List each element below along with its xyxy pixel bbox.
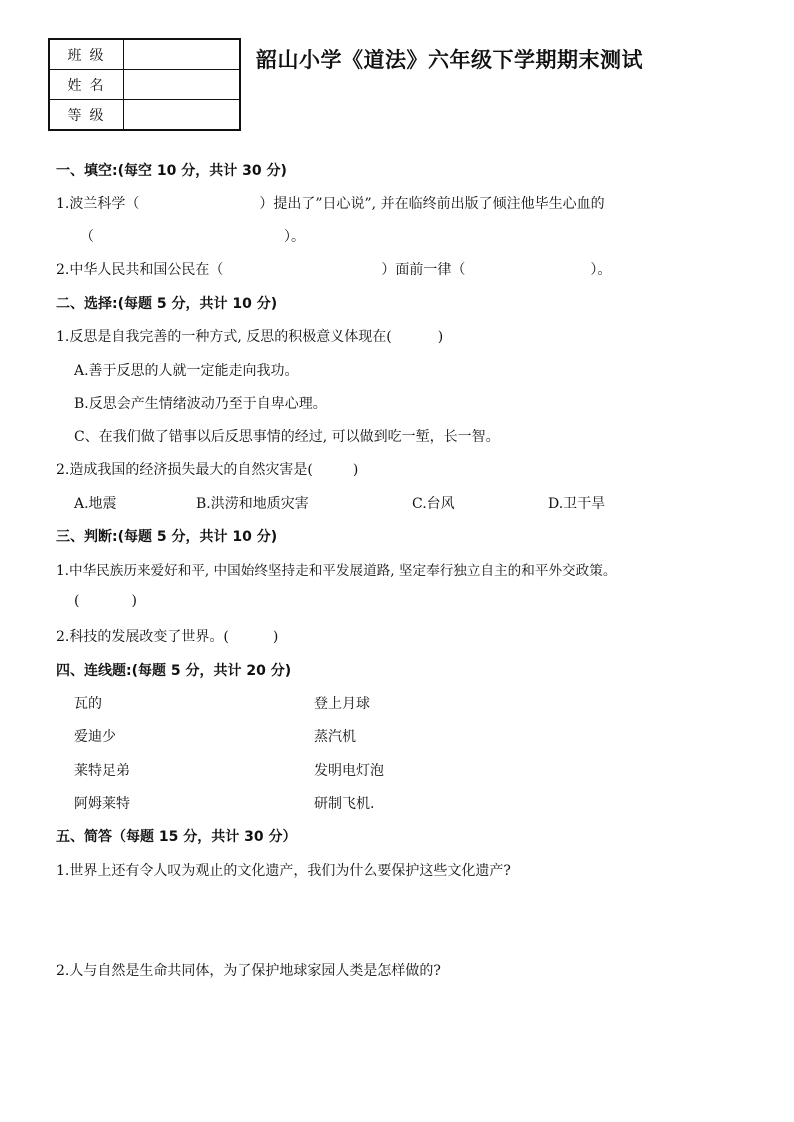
s3-question-2 [56, 626, 278, 646]
section-3-heading: 三、判断:(每题 5 分，共计 10 分) [56, 529, 278, 545]
s2-q1-option-c: C、在我们做了错事以后反思事情的经过, 可以做到吃一堑，长一智。 [74, 429, 500, 445]
name-field[interactable] [124, 70, 241, 100]
s3-q1-answer [74, 593, 137, 609]
s2-q2-option-a: A.地震 [74, 496, 117, 512]
match-left-item[interactable]: 爱迪少 [74, 729, 116, 745]
s2-q1-text: 1.反思是自我完善的一种方式, 反思的积极意义体现在( [56, 329, 392, 345]
match-left-item[interactable]: 莱特足弟 [74, 763, 130, 779]
match-left-item[interactable]: 瓦的 [74, 696, 102, 712]
s1-q1-text-b: ）提出了”日心说”, 并在临终前出版了倾注他毕生心血的 [259, 196, 605, 212]
s1-q1-text-a: 1.波兰科学（ [56, 196, 140, 212]
match-right-item[interactable]: 蒸汽机 [314, 729, 356, 745]
section-2-heading: 二、选择:(每题 5 分，共计 10 分) [56, 296, 278, 312]
s2-q2-paren-close: ) [352, 462, 359, 478]
s3-question-1: 1.中华民族历来爱好和平, 中国始终坚持走和平发展道路, 坚定奉行独立自主的和平外交政策。 [56, 563, 617, 579]
s2-q2-option-c: C.台风 [412, 496, 455, 512]
class-row [49, 39, 240, 70]
s5-question-1: 1.世界上还有令人叹为观止的文化遗产，我们为什么要保护这些文化遗产? [56, 863, 511, 879]
s1-question-1-line-2 [80, 226, 305, 246]
match-left-item[interactable]: 阿姆莱特 [74, 796, 130, 812]
s5-question-2: 2.人与自然是生命共同体，为了保护地球家园人类是怎样做的? [56, 963, 441, 979]
s2-q2-option-b: B.洪涝和地质灾害 [196, 496, 309, 512]
match-right-item[interactable]: 登上月球 [314, 696, 370, 712]
s1-question-2 [56, 259, 611, 279]
section-1-heading: 一、填空:(每空 10 分，共计 30 分) [56, 163, 287, 179]
student-info-table [48, 38, 241, 131]
s2-q1-option-a: A.善于反思的人就一定能走向我功。 [74, 363, 299, 379]
s2-q2-text: 2.造成我国的经济损失最大的自然灾害是( [56, 462, 313, 478]
s1-q1-text-c: （ [80, 229, 94, 245]
s5-q2-answer-area[interactable] [56, 985, 736, 1095]
s2-question-2 [56, 459, 358, 479]
grade-field[interactable] [124, 100, 241, 131]
s1-q2-text-b: ）面前一律（ [381, 262, 466, 278]
s1-q2-text-a: 2.中华人民共和国公民在（ [56, 262, 224, 278]
s1-question-1-line-1 [56, 193, 605, 213]
s1-q2-text-c: ）。 [590, 262, 612, 278]
class-field[interactable] [124, 39, 241, 70]
s3-q2-paren-close: ) [272, 629, 279, 645]
s2-q1-paren-close: ) [437, 329, 444, 345]
grade-label: 等级 [49, 100, 124, 131]
grade-row [49, 100, 240, 131]
class-label: 班级 [49, 39, 124, 70]
s3-q1-paren-close: ) [131, 593, 137, 609]
page-title: 韶山小学《道法》六年级下学期期末测试 [256, 48, 643, 72]
s2-question-1 [56, 326, 443, 346]
s2-q1-option-b: B.反思会产生情绪波动乃至于自卑心理。 [74, 396, 327, 412]
name-row [49, 70, 240, 100]
s2-q2-option-d: D.卫干旱 [548, 496, 606, 512]
match-right-item[interactable]: 发明电灯泡 [314, 763, 384, 779]
s5-q1-answer-area[interactable] [56, 885, 736, 955]
section-5-heading: 五、简答（每题 15 分，共计 30 分） [56, 829, 297, 845]
section-4-heading: 四、连线题:(每题 5 分，共计 20 分) [56, 663, 292, 679]
name-label: 姓名 [49, 70, 124, 100]
s3-q1-paren-open: ( [74, 593, 80, 609]
match-right-item[interactable]: 研制飞机. [314, 796, 375, 812]
s3-q2-text: 2.科技的发展改变了世界。( [56, 629, 229, 645]
s1-q1-text-d: ）。 [284, 229, 305, 245]
